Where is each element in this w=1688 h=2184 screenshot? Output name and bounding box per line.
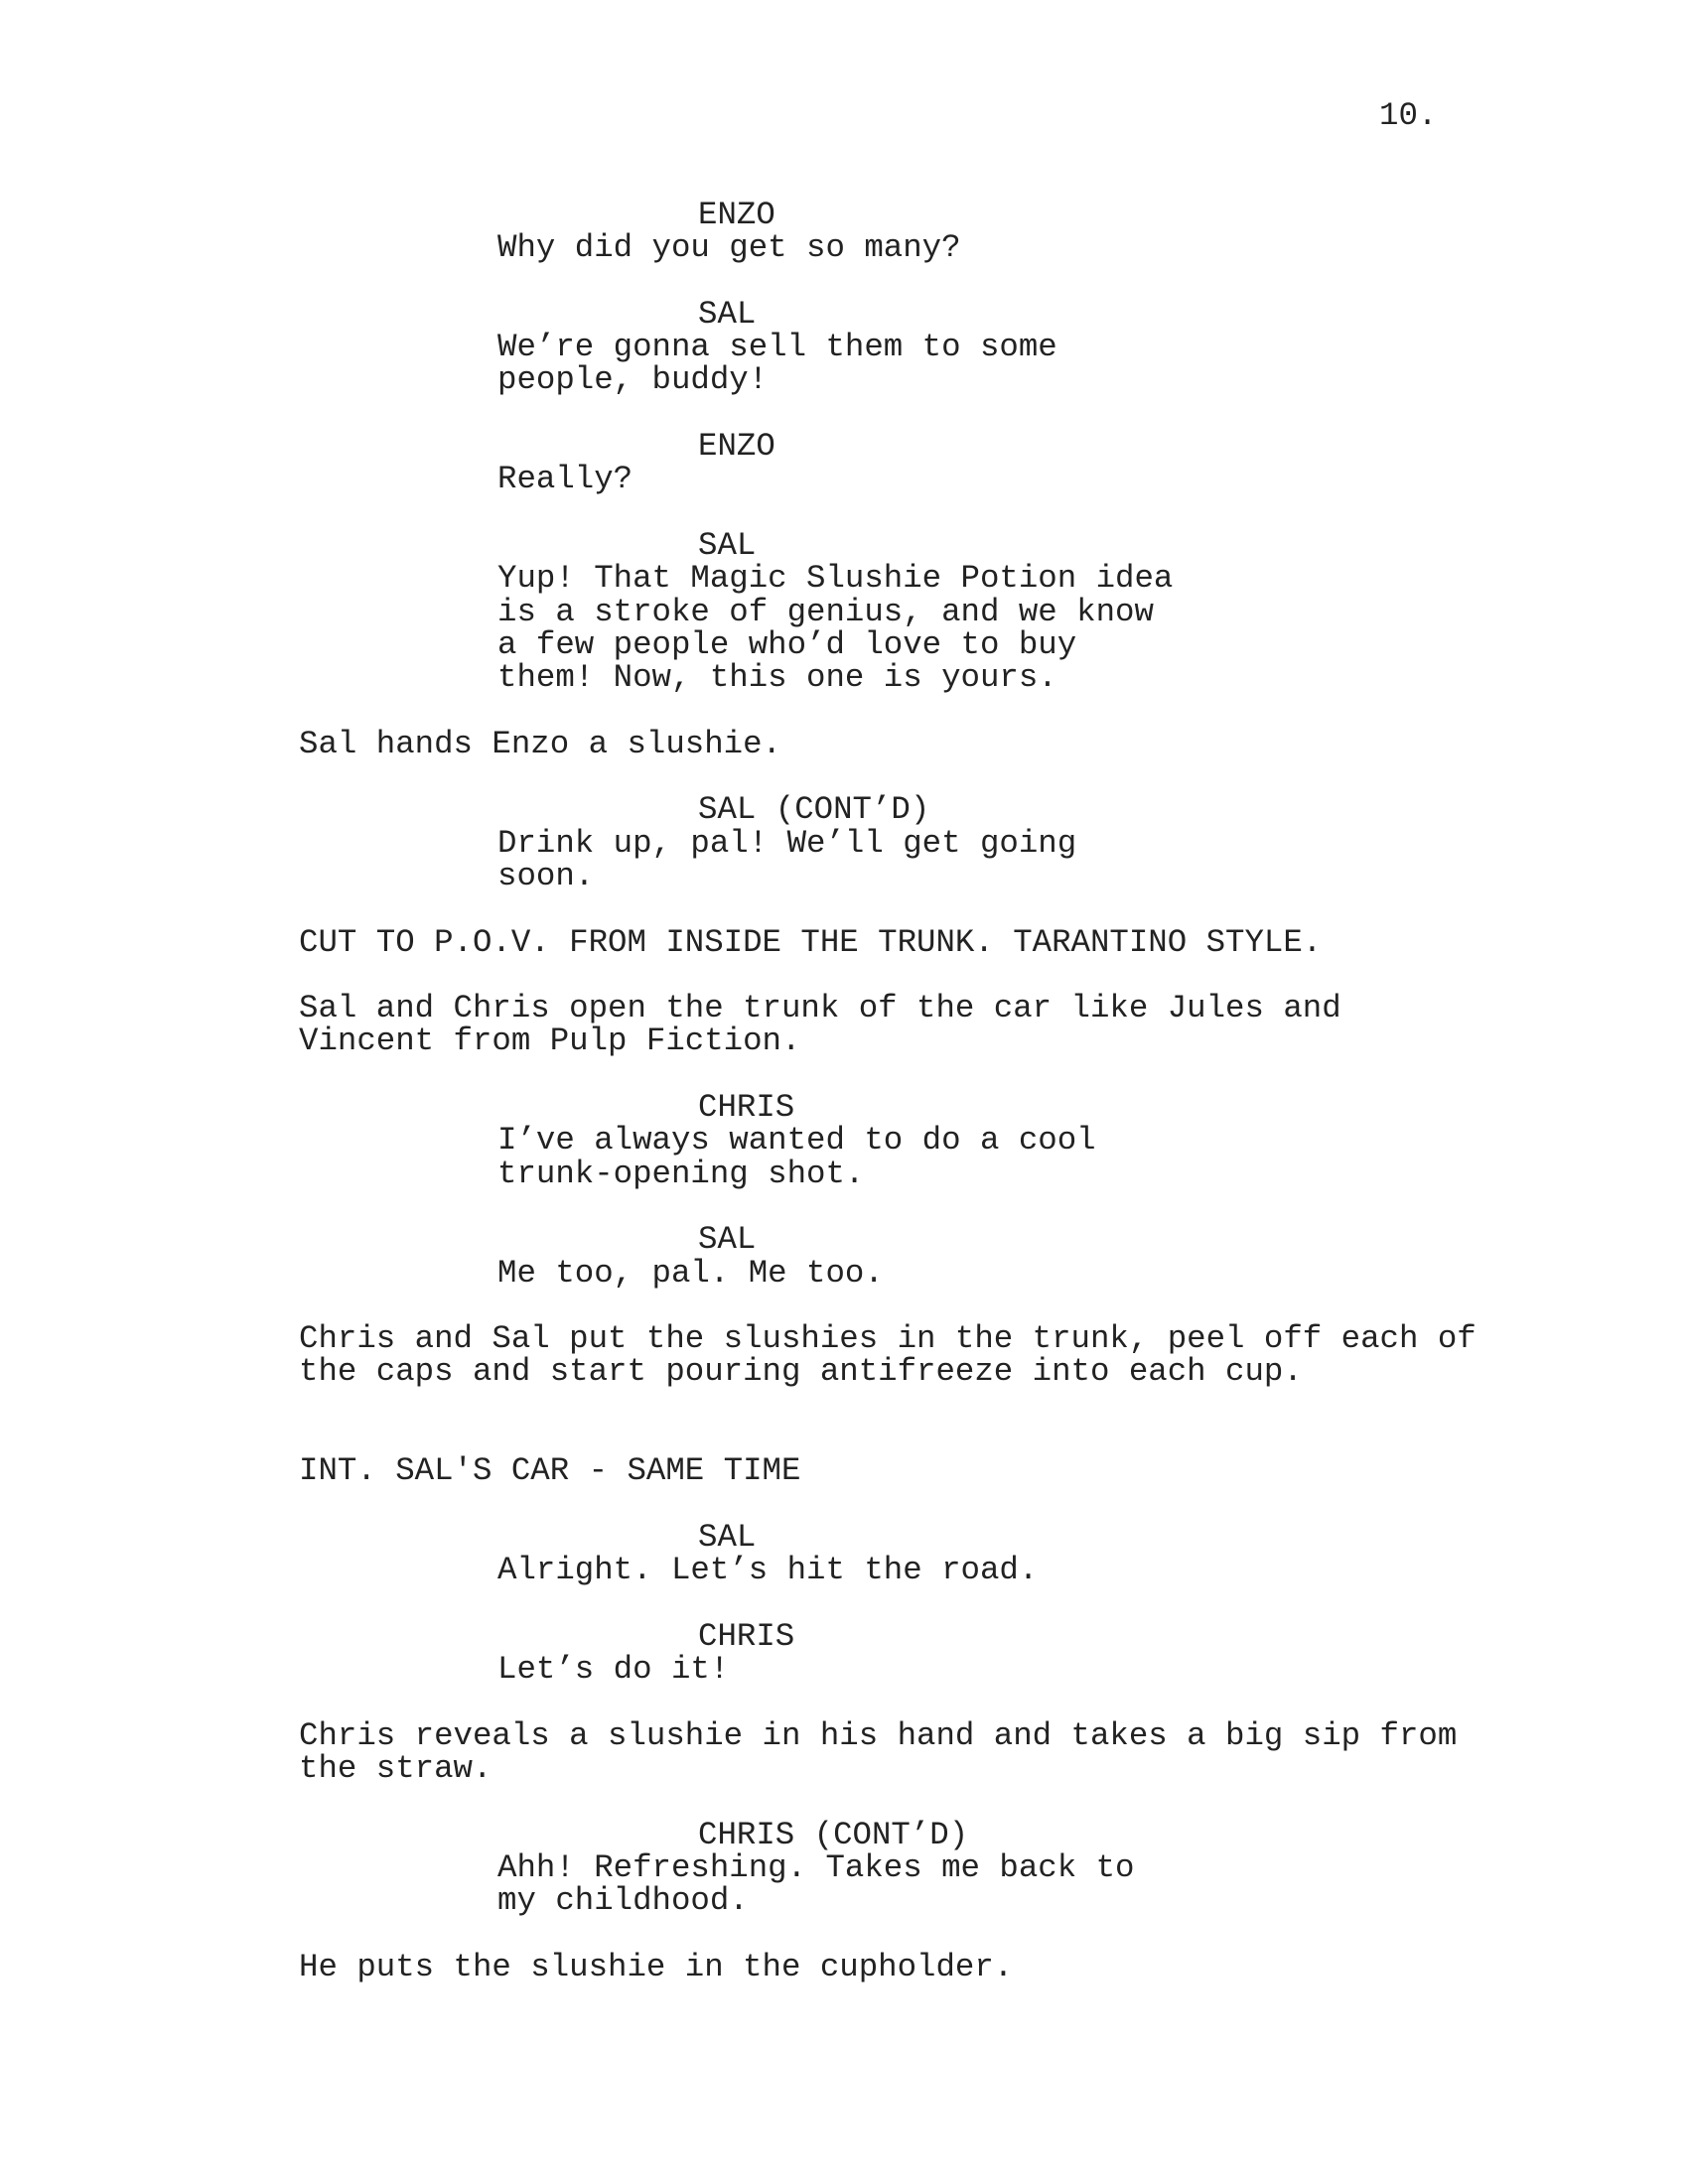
script-body xyxy=(0,199,1688,1983)
dialogue-line: Why did you get so many? xyxy=(497,229,961,267)
action-line: Sal hands Enzo a slushie. xyxy=(299,725,781,762)
line-gap xyxy=(0,397,1688,430)
line-gap xyxy=(0,1586,1688,1619)
line-gap xyxy=(0,959,1688,992)
character-cue: SAL xyxy=(698,1518,757,1556)
dialogue-line: Ahh! Refreshing. Takes me back to my childhood. xyxy=(497,1848,1135,1920)
action-line: Sal and Chris open the trunk of the car like Jules and Vincent from Pulp Fiction. xyxy=(299,990,1341,1060)
line-gap xyxy=(0,265,1688,298)
character-cue: CHRIS (CONT’D) xyxy=(698,1816,969,1853)
line-gap xyxy=(0,1917,1688,1950)
action-line: Chris reveals a slushie in his hand and takes a big sip from the straw. xyxy=(299,1716,1458,1787)
character-cue: SAL xyxy=(698,1221,757,1259)
action-line: CUT TO P.O.V. FROM INSIDE THE TRUNK. TARANTINO STYLE. xyxy=(299,923,1323,961)
line-gap xyxy=(0,892,1688,925)
line-gap xyxy=(0,694,1688,727)
action-line: Chris and Sal put the slushies in the trunk, peel off each of the caps and start pouring antifreeze into each cup. xyxy=(299,1320,1477,1391)
character-cue: CHRIS xyxy=(698,1089,795,1127)
line-gap xyxy=(0,1190,1688,1223)
character-cue: SAL (CONT’D) xyxy=(698,791,930,829)
action-line: He puts the slushie in the cupholder. xyxy=(299,1948,1014,1985)
character-cue: SAL xyxy=(698,295,757,333)
character-cue: SAL xyxy=(698,526,757,564)
line-gap xyxy=(0,1686,1688,1718)
character-cue: ENZO xyxy=(698,428,775,466)
dialogue-line: Really? xyxy=(497,461,633,498)
line-gap xyxy=(0,1389,1688,1455)
line-gap xyxy=(0,760,1688,793)
scene-heading: INT. SAL'S CAR - SAME TIME xyxy=(299,1452,801,1490)
dialogue-line: Drink up, pal! We’ll get going soon. xyxy=(497,824,1077,894)
dialogue-line: Let’s do it! xyxy=(497,1651,730,1689)
line-gap xyxy=(0,1058,1688,1091)
dialogue-line: Alright. Let’s hit the road. xyxy=(497,1552,1039,1589)
page-number: 10. xyxy=(1379,97,1438,134)
line-gap xyxy=(0,1785,1688,1818)
line-gap xyxy=(0,496,1688,529)
line-gap xyxy=(0,1290,1688,1322)
dialogue-line: We’re gonna sell them to some people, buddy! xyxy=(497,329,1057,399)
character-cue: ENZO xyxy=(698,197,775,233)
line-gap xyxy=(0,1488,1688,1521)
dialogue-line: Yup! That Magic Slushie Potion idea is a stroke of genius, and we know a few people who’d love to buy them! Now, this one is yours. xyxy=(497,560,1174,697)
dialogue-line: I’ve always wanted to do a cool trunk-opening shot. xyxy=(497,1122,1096,1192)
character-cue: CHRIS xyxy=(698,1617,795,1655)
dialogue-line: Me too, pal. Me too. xyxy=(497,1254,884,1292)
